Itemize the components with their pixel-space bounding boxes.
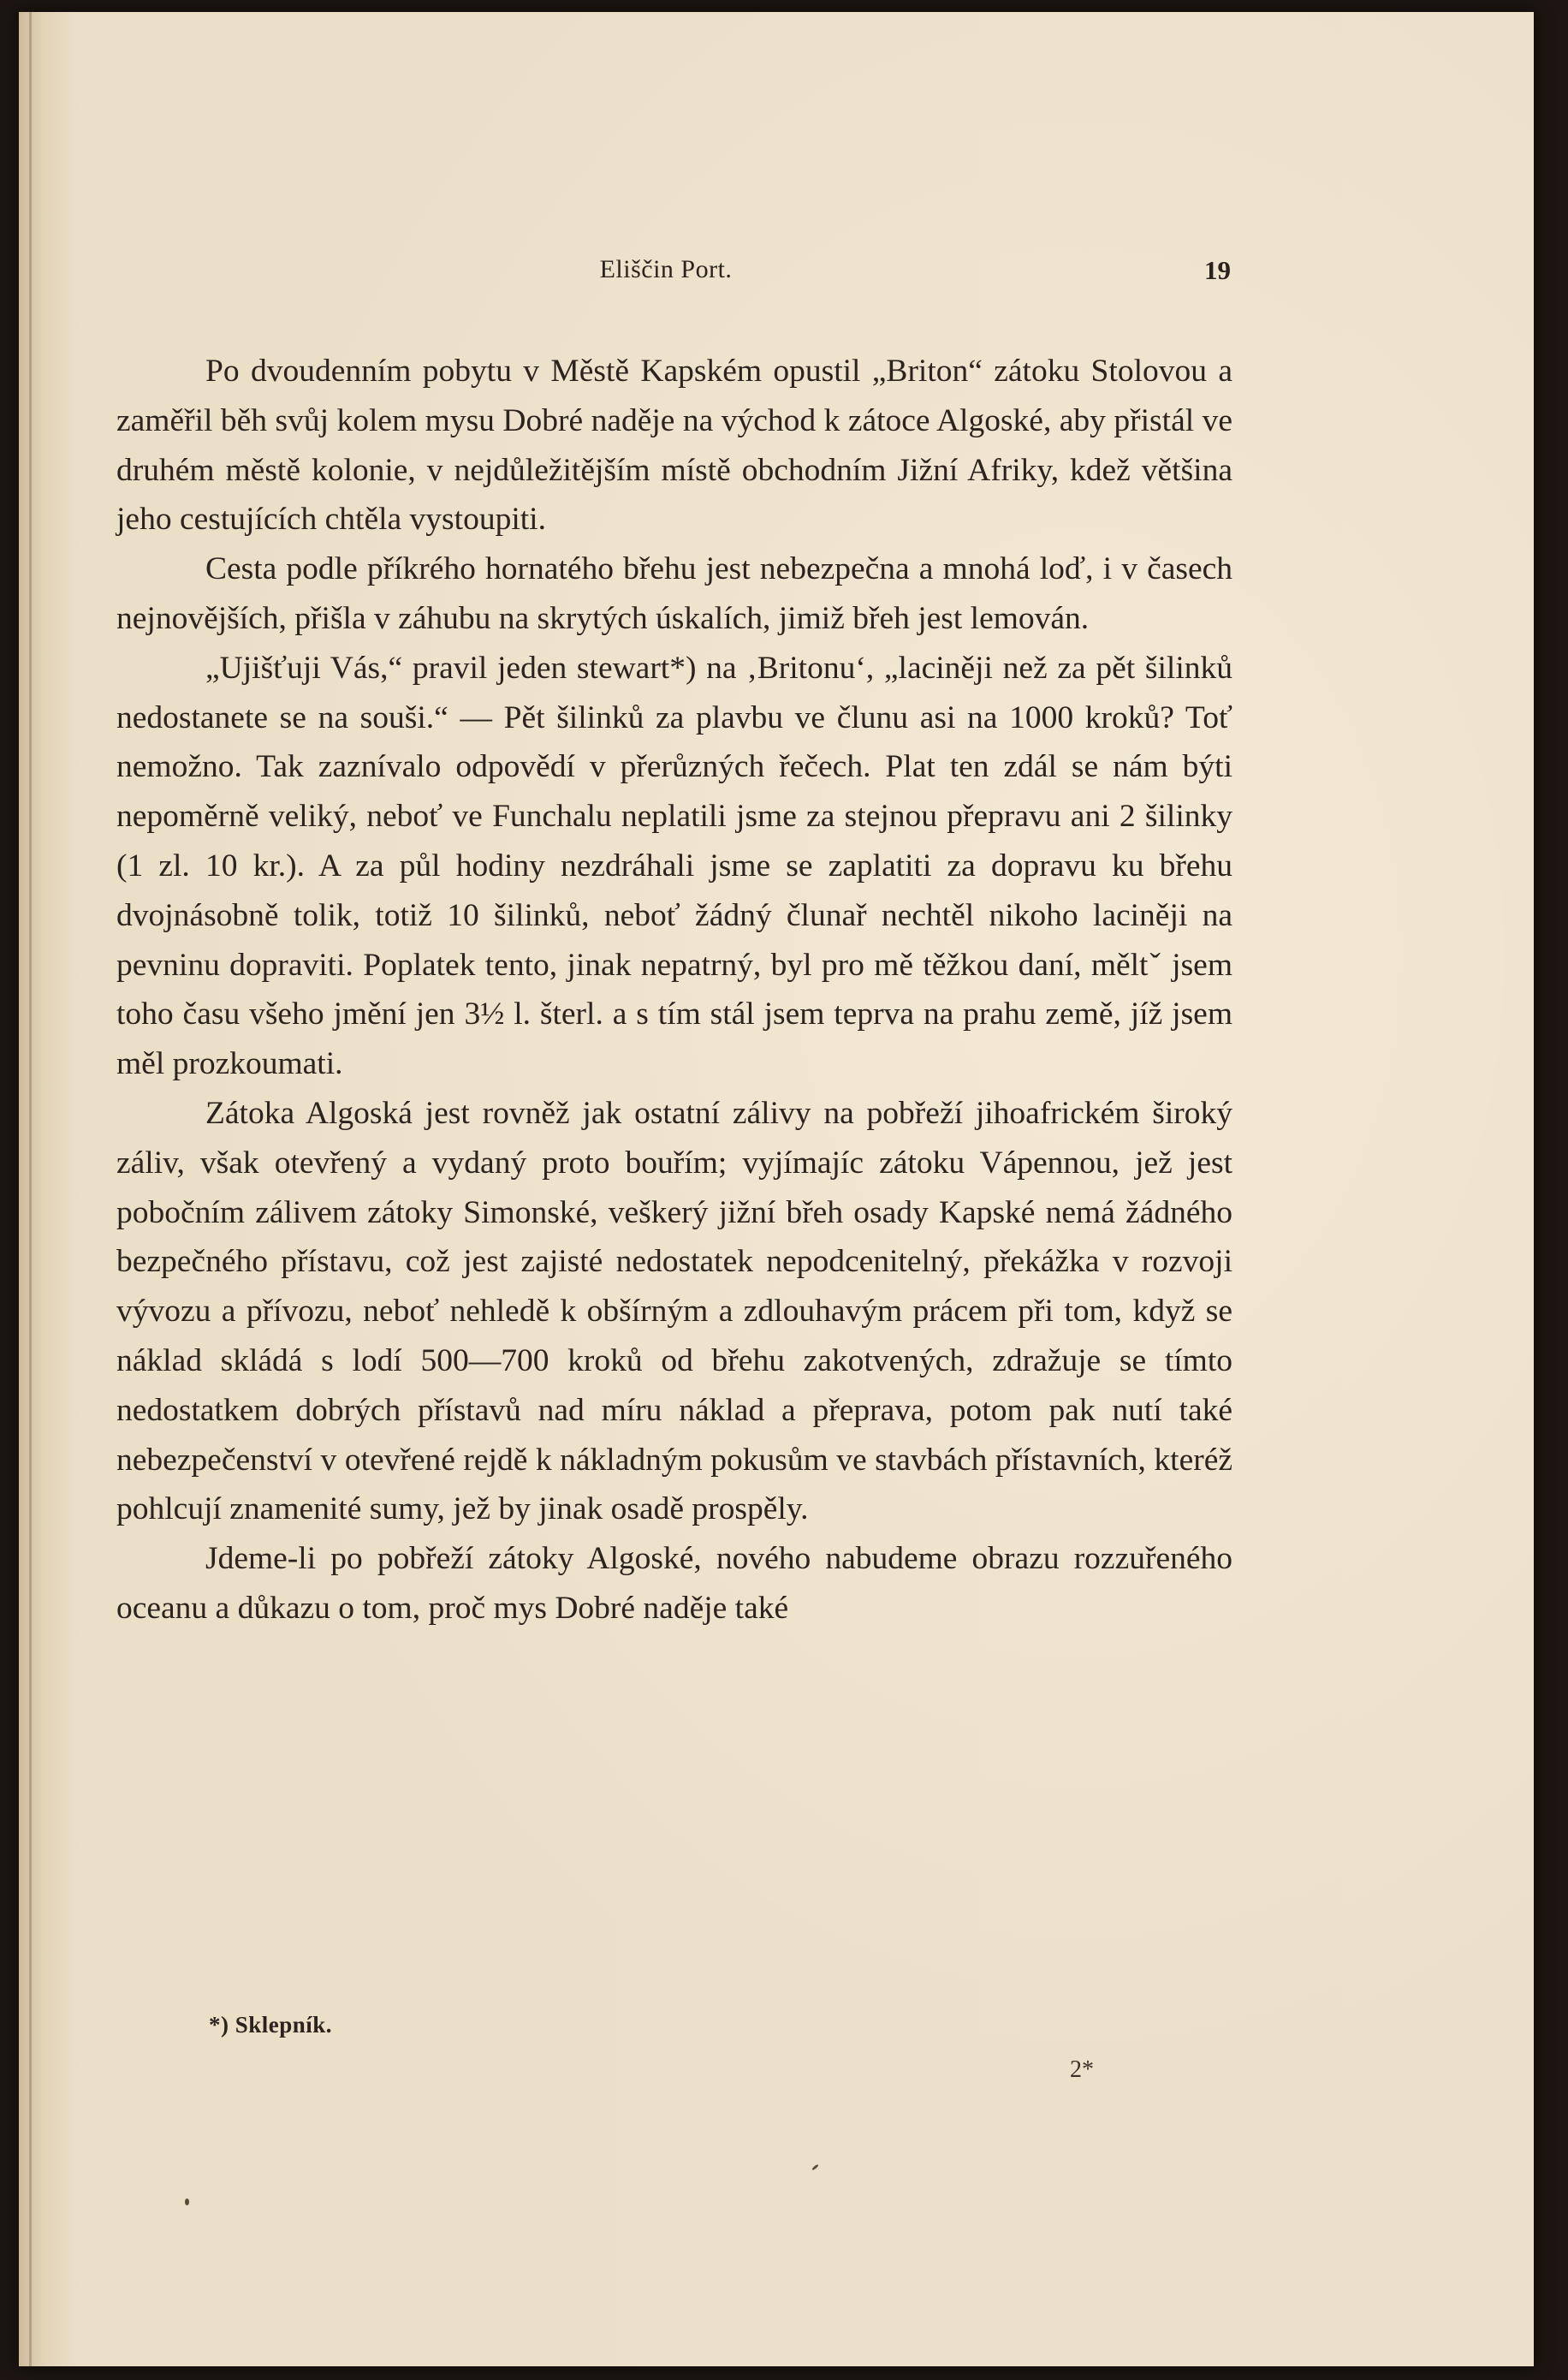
footnote: *) Sklepník. xyxy=(209,2012,333,2038)
paper-speck xyxy=(185,2199,189,2205)
paragraph-3: „Ujišťuji Vás,“ pravil jeden stewart*) na ‚Britonu‘, „laciněji než za pět šilinků nedostanete se na souši.“ — Pět šilinků za plavbu ve člunu asi na 1000 kroků? Toť nemožno. Tak zaznívalo odpovědí v přerůzných řečech. Plat ten zdál se nám býti nepoměrně veliký, neboť ve Funchalu neplatili jsme za stejnou přepravu ani 2 šilinky (1 zl. 10 kr.). A za půl hodiny nezdráhali jsme se zaplatiti za dopravu ku břehu dvojnásobně tolik, totiž 10 šilinků, neboť žádný člunař nechtěl nikoho laciněji na pevninu dopraviti. Poplatek tento, jinak nepatrný, byl pro mě těžkou daní, měltˇ jsem toho času všeho jmění jen 3½ l. šterl. a s tím stál jsem teprva na prahu země, jíž jsem měl prozkoumati. xyxy=(116,650,1232,1082)
paragraph-5: Jdeme-li po pobřeží zátoky Algoské, nového nabudeme obrazu rozzuřeného oceanu a důkazu o tom, proč mys Dobré naděje také xyxy=(116,1541,1232,1626)
paragraph-2: Cesta podle příkrého hornatého břehu jest nebezpečna a mnohá loď, i v časech nejnovějších, přišla v záhubu na skrytých úskalích, jimiž břeh jest lemován. xyxy=(116,551,1232,636)
body-text xyxy=(116,347,1232,1633)
paragraph-4: Zátoka Algoská jest rovněž jak ostatní zálivy na pobřeží jihoafrickém široký záliv, však otevřený a vydaný proto bouřím; vyjímajíc zátoku Vápennou, jež jest pobočním zálivem zátoky Simonské, veškerý jižní břeh osady Kapské nemá žádného bezpečného přístavu, což jest zajisté nedostatek nepodcenitelný, překážka v rozvoji vývozu a přívozu, neboť nehledě k obšírným a zdlouhavým prácem při tom, když se náklad skládá s lodí 500—700 kroků od břehu zakotvených, zdražuje se tímto nedostatkem dobrých přístavů nad míru náklad a přeprava, potom pak nutí také nebezpečenství v otevřené rejdě k nákladným pokusům ve stavbách přístavních, kteréž pohlcují znamenité sumy, jež by jinak osadě prospěly. xyxy=(116,1095,1232,1527)
running-title: Eliščin Port. xyxy=(599,255,733,283)
running-head xyxy=(101,255,1231,291)
paragraph-1: Po dvoudenním pobytu v Městě Kapském opustil „Briton“ zátoku Stolovou a zaměřil běh svůj kolem mysu Dobré naděje na východ k zátoce Algoské, aby přistál ve druhém městě kolonie, v nejdůležitějším místě obchodním Jižní Afriky, kdež většina jeho cestujících chtěla vystoupiti. xyxy=(116,354,1232,538)
signature-mark: 2* xyxy=(1070,2056,1094,2083)
page-gutter-edge xyxy=(29,12,32,2366)
page-number: 19 xyxy=(1204,255,1231,285)
